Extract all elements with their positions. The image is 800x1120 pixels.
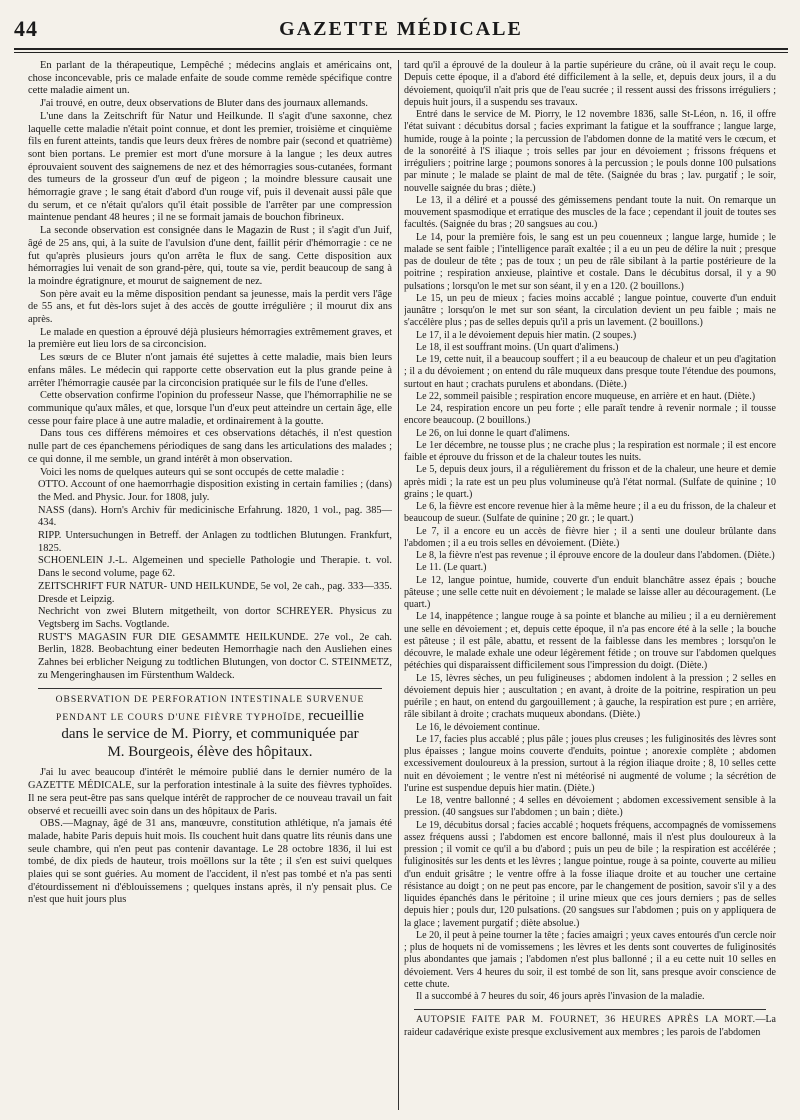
reference-entry: ZEITSCHRIFT FUR NATUR- UND HEILKUNDE, 5e vol, 2e cah., pag. 333—335. Dresde et Leipzig.: [38, 580, 392, 605]
paragraph: Le 16, le dévoiement continue.: [416, 721, 540, 733]
section-rule: [38, 688, 382, 689]
paragraph: Dans tous ces différens mémoires et ces observations détachés, il n'est question nulle part de ces épanchemens périodiques de sang dans les articulations des malades ; ce qui donne, il me semble, un grand intérêt à mon observation.: [28, 428, 392, 465]
paragraph: Il a succombé à 7 heures du soir, 46 jours après l'invasion de la maladie.: [416, 991, 705, 1002]
paragraph: La seconde observation est consignée dans le Magazin de Rust ; il s'agit d'un Juif, âgé de 25 ans, qui, à la suite de l'avulsion d'une dent, faillit périr d'hémorragie : ce ne fut qu'après plusieurs jours qu'on arrêta le flux de sang. Cette disposition aux hémorragies lui venait de son grand-père, qui, toute sa vie, perdit beaucoup de sang à la moindre égratignure, et mourut de saignement de nez.: [28, 225, 392, 287]
paragraph: Le 17, il a le dévoiement depuis hier matin. (2 soupes.): [416, 329, 637, 341]
observation-title-line: OBSERVATION DE PERFORATION INTESTINALE SURVENUE: [55, 695, 365, 706]
paragraph: Le 12, langue pointue, humide, couverte d'un enduit blanchâtre assez épais ; bouche pâteuse ; une selle cette nuit en dévoiement ; le malade se laisse aller au découragement. (Le quart.): [404, 574, 776, 610]
observation-title-line: M. Bourgeois, élève des hôpitaux.: [107, 744, 313, 761]
page-number: 44: [14, 16, 38, 41]
paragraph: Le 14, inappétence ; langue rouge à sa pointe et blanche au milieu ; il a eu dernièrement une selle en dévoiement ; et, depuis cette époque, il n'a pas encore été à la selle ; la bouche est pâteuse ; il est pâle, abattu, et ressent de la faiblesse dans les membres ; lorsqu'on le découvre, le malade exhale une odeur légèrement fétide ; on trouve sur l'abdomen quelques pétéchies qui disparaissent difficilement sous l'impression du doigt. (Diète.): [404, 611, 776, 672]
observation-title-line: recueillie: [308, 708, 364, 725]
paragraph: OBS.—Magnay, âgé de 31 ans, manœuvre, constitution athlétique, n'a jamais été malade, habite Paris depuis huit mois. Ils couchent huit dans quatre lits réunis dans une seule chambre, qui n'en peut pas contenir davantage. Le 28 octobre 1836, il lui est tombé, de dix pieds de hauteur, trois moëllons sur la tête ; il s'en est suivi quelques plaies qui se sont guéries. Au moment de l'accident, il n'est pas tombé et n'a pas senti d'étourdissement ni d'éblouissemens ; quelques instans après, il n'y pensait plus. Ce n'est que huit jours plus: [28, 818, 392, 906]
reference-entry: Nechricht von zwei Blutern mitgetheilt, von dortor SCHREYER. Physicus zu Vegtsberg im Sachs. Vogtlande.: [38, 606, 392, 630]
header-rule-thin: [14, 52, 788, 53]
paragraph: Le 11. (Le quart.): [416, 562, 487, 574]
column-divider: [398, 60, 399, 1110]
observation-title-line: dans le service de M. Piorry, et communiquée par: [61, 726, 359, 743]
paragraph: Le 5, depuis deux jours, il a régulièrement du frisson et de la chaleur, une heure et demie après midi ; la rate est un peu plus volumineuse qu'à l'état normal. (Sulfate de quinine ; 10 grains ; le quart.): [404, 464, 776, 500]
paragraph: Voici les noms de quelques auteurs qui se sont occupés de cette maladie :: [40, 466, 345, 478]
reference-entry: NASS (dans). Horn's Archiv für medicinische Erfahrung. 1820, 1 vol., pag. 385—434.: [38, 504, 392, 529]
paragraph: Le 19, cette nuit, il a beaucoup souffert ; il a eu beaucoup de chaleur et un peu d'agitation ; il a du dévoiement ; on entend du râle muqueux dans presque toute l'étendue des poumons, surtout en haut ; crachats purulens et abondans. (Diète.): [404, 354, 776, 390]
paragraph: Le 20, il peut à peine tourner la tête ; facies amaigri ; yeux caves entourés d'un cercle noir ; plus de hoquets ni de vomissemens ; les lèvres et les dents sont couvertes de fuliginosités plus abondantes que jamais ; l'abdomen n'est plus ballonné ; il a eu cette nuit 10 selles en dévoiement. Vers 4 heures du soir, il est tombé de son lit, sans presque avoir conscience de cette chute.: [404, 929, 776, 990]
observation-title: [28, 693, 392, 761]
paragraph: Le 24, respiration encore un peu forte ; elle paraît tendre à revenir normale ; il tousse encore beaucoup. (2 bouillons.): [404, 403, 776, 427]
paragraph: Le 15, un peu de mieux ; facies moins accablé ; langue pointue, couverte d'un enduit jaunâtre ; lorsqu'on le met sur son séant, la circulation devient un peu faible ; mais ne s'accélère plus ; pas de selles depuis qu'il a pris un lavement. (2 bouillons.): [404, 292, 776, 329]
paragraph: L'une dans la Zeitschrift für Natur und Heilkunde. Il s'agit d'une saxonne, chez laquelle cette maladie n'était point connue, et dont les premier, troisième et cinquième fils en furent atteints, tandis que leurs deux frères de nombre pair (second et quatrième) sont bien portans. Le premier est mort d'une morsure à la langue ; les deux autres éprouvaient souvent des saignemens de nez et des hémorragies sous-cutanées, formant des tumeurs de la grosseur d'un œuf de pigeon ; la moindre blessure causait une hémorragie grave ; le sang était d'abord d'un rouge vif, puis il devenait aussi pâle que du serum, et ce n'était qu'alors qu'il était possible de l'arrêter par une compression maintenue pendant 48 heures ; il ne se formait jamais de bouchon fibrineux.: [28, 110, 392, 224]
paragraph: Entré dans le service de M. Piorry, le 12 novembre 1836, salle St-Léon, n. 16, il offre l'état suivant : décubitus dorsal ; facies exprimant la fatigue et la souffrance ; langue large, humide, rouge à la pointe ; la percussion de l'abdomen donne de la matité vers le cœcum, et de la sonoréité à l'S iliaque ; trois selles par jour en dévoiement ; frissons fréquens et irréguliers ; poitrine large ; poumons sonores à la percussion ; le pouls donne 100 pulsations par minute ; le malade se plaint de mal de tête. (Saignée du bras ; lav. purgatif ; le soir, nouvelle saignée du bras ; diète.): [404, 109, 776, 194]
paragraph: Son père avait eu la même disposition pendant sa jeunesse, mais la perdit vers l'âge de 55 ans, et fut dès-lors sujet à des accès de goutte irrégulière ; il mourut dix ans après.: [28, 288, 392, 326]
paragraph: Le 18, il est souffrant moins. (Un quart d'alimens.): [416, 341, 619, 353]
paragraph: J'ai trouvé, en outre, deux observations de Bluter dans des journaux allemands.: [40, 98, 368, 110]
section-rule: [414, 1009, 766, 1010]
page-header: [14, 16, 788, 46]
paragraph: Le 6, la fièvre est encore revenue hier à la même heure ; il a eu du frisson, de la chaleur et beaucoup de sueur. (Sulfate de quinine ; 20 gr. ; le quart.): [404, 501, 776, 525]
paragraph: En parlant de la thérapeutique, Lempêché ; médecins anglais et américains ont, chose inconcevable, pris ce malade enfaite de soude comme remède spécifique contre cette maladie aiment un.: [28, 60, 392, 97]
paragraph: Le 22, sommeil paisible ; respiration encore muqueuse, en arrière et en haut. (Diète.): [416, 390, 756, 402]
reference-entry: RUST'S MAGASIN FUR DIE GESAMMTE HEILKUNDE. 27e vol., 2e cah. Berlin, 1828. Beobachtung einer bedeuten Hemorrhagie nach den Ausliehen eines Zahnes bei erblicher Neigung zu todtlichen Blutungen, von doctor C. STEINMETZ, zu Mengeringhausen im Fürstenthum Waldeck.: [38, 631, 392, 681]
paragraph: Le 19, décubitus dorsal ; facies accablé ; hoquets fréquens, accompagnés de vomissemens assez fréquens aussi ; l'abdomen est encore ballonné, mais il n'est plus douloureux à la pression ; il vomit ce qu'il a bu d'abord ; puis un peu de bile ; la respiration est accélérée ; fuliginosités sur les dents et les lèvres ; langue pointue, rouge à sa pointe, couverte au milieu d'un enduit grisâtre ; le ventre offre à la fosse iliaque droite et au toucher une certaine résistance au doigt ; on ne peut pas encore, par le changement de position, savoir s'il y a des liquides épanchés dans le péritoine ; il urine mieux que ces jours derniers ; pas de selles depuis hier ; pouls dur, 120 pulsations. (20 sangsues sur l'abdomen ; puis on y appliquera de la glace ; lavement purgatif ; diète absolue.): [404, 819, 776, 929]
running-head: GAZETTE MÉDICALE: [279, 18, 523, 40]
paragraph: Le 14, pour la première fois, le sang est un peu couenneux ; langue large, humide ; le malade se sent faible ; l'intelligence paraît exaltée ; il a eu un peu de délire la nuit ; presque pas de douleur de tête ; pas de toux ; un peu de râle sibilant à la partie postérieure de la poitrine ; respiration anxieuse, plaintive et costale. Dans le décubitus dorsal, il y a 90 pulsations ; lorsqu'on le met sur son séant, il y en a 120. (2 bouillons.): [404, 231, 776, 292]
reference-entry: RIPP. Untersuchungen in Betreff. der Anlagen zu todtlichen Blutungen. Frankfurt, 1825.: [38, 530, 392, 554]
reference-entry: SCHOENLEIN J.-L. Algemeinen und specielle Pathologie und Therapie. t. vol. Dans le second volume, page 62.: [38, 555, 392, 580]
header-rule: [14, 48, 788, 50]
reference-entry: OTTO. Account of one haemorrhagie disposition existing in certain families ; (dans) the Med. and Physic. Jour. for 1808, july.: [38, 479, 392, 503]
paragraph: Le 18, ventre ballonné ; 4 selles en dévoiement ; abdomen excessivement sensible à la pression. (40 sangsues sur l'abdomen ; un bain ; diète.): [404, 795, 776, 819]
autopsy-text: —La raideur cadavérique existe presque exclusivement aux membres ; les parois de l'abdomen: [404, 1014, 776, 1038]
left-column: [28, 60, 392, 1112]
paragraph: Le malade en question a éprouvé déjà plusieurs hémorragies extrêmement graves, et la première eut lieu lors de sa circoncision.: [28, 326, 392, 351]
autopsy-heading: AUTOPSIE FAITE PAR M. FOURNET, 36 HEURES APRÈS LA MORT.: [416, 1015, 756, 1026]
paragraph: Le 17, facies plus accablé ; plus pâle ; joues plus creuses ; les fuliginosités des lèvres sont plus épaisses ; langue moins couverte d'enduits, pointue ; anorexie complète ; abdomen excessivement douloureux à la pression, surtout à la région iliaque droite ; 8, 10 selles cette nuit en dévoiement ; le ventre n'est ni météorisé ni augmenté de volume ; la sécrétion de l'urine est suspendue depuis hier matin. (Diète.): [404, 733, 776, 794]
paragraph: Le 26, on lui donne le quart d'alimens.: [416, 427, 570, 439]
paragraph: Le 13, il a déliré et a poussé des gémissemens pendant toute la nuit. On remarque un mouvement spasmodique et erratique des muscles de la face ; cependant il jouit de toutes ses facultés. (Saignée du bras ; 20 sangsues au cou.): [404, 194, 776, 231]
observation-title-line: PENDANT LE COURS D'UNE FIÈVRE TYPHOÏDE,: [56, 713, 306, 724]
paragraph: Cette observation confirme l'opinion du professeur Nasse, que l'hémorraphilie ne se communique qu'aux mâles, et que, lorsque l'un d'eux peut atteindre un certain âge, elle cesse pour faire place à une autre maladie, et ordinairement à la goutte.: [28, 390, 392, 427]
paragraph: Le 8, la fièvre n'est pas revenue ; il éprouve encore de la douleur dans l'abdomen. (Diète.): [416, 550, 775, 561]
autopsy-paragraph: [404, 1014, 776, 1039]
paragraph: Le 1er décembre, ne tousse plus ; ne crache plus ; la respiration est normale ; il est encore faible et éprouve du frisson et de la chaleur toutes les nuits.: [404, 439, 776, 463]
paragraph: Le 15, lèvres sèches, un peu fuligineuses ; abdomen indolent à la pression ; 2 selles en dévoiement depuis hier ; auscultation ; en avant, à droite de la poitrine, respiration un peu puérile ; en haut, on entend du gargouillement ; à gauche, la respiration est pure ; en arrière, râle sibilant à droite ; crachats muqueux abondans. (Diète.): [404, 672, 776, 721]
paragraph: Le 7, il a encore eu un accès de fièvre hier ; il a senti une douleur brûlante dans l'abdomen ; il a eu trois selles en dévoiement. (Diète.): [404, 525, 776, 549]
paragraph: tard qu'il a éprouvé de la douleur à la partie supérieure du crâne, où il avait reçu le coup. Depuis cette époque, il a d'abord été difficilement à la selle, et, depuis deux jours, il a du dévoiement, quoiqu'il n'ait pris que de l'eau sucrée ; il ressent aussi des frissons irréguliers ; depuis huit jours, il a suspendu ses travaux.: [404, 60, 776, 108]
right-column: [404, 60, 776, 1112]
paragraph: Les sœurs de ce Bluter n'ont jamais été sujettes à cette maladie, mais bien leurs enfans mâles. Le médecin qui rapporte cette observation eut la plus grande peine à arrêter l'hémorragie causée par la circoncision pratiquée sur le fils de l'une d'elles.: [28, 352, 392, 389]
paragraph: J'ai lu avec beaucoup d'intérêt le mémoire publié dans le dernier numéro de la GAZETTE MÉDICALE, sur la perforation intestinale à la suite des fièvres typhoïdes. Il ne sera peut-être pas sans quelque intérêt de rapprocher de ce nouveau travail un fait observé et recueilli avec soin dans un des hôpitaux de Paris.: [28, 767, 392, 817]
